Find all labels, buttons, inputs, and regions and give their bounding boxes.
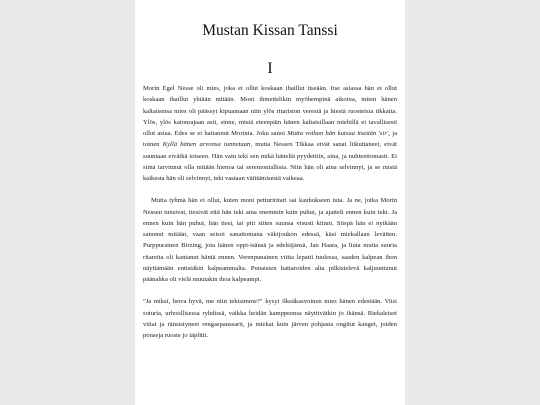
paragraph-1-part-a: Morin Egel Nesse oli mies, joka ei ollut koskaan ihaillut itseään. Itse asiassa hän ei ollut koskaan ihaillut yhtään mitään. Moni ihmettelikin myöhempinä aikoina, miten hänen kaltaisensa mies oli päässyt kipuamaan niin ylös ritariston verestä ja hiestä ruosteisia tikkaita. Ylös, ylös katonrajaan asti, sinne, mistä eteenpäin hänen kaltaisillaan miehillä ei tavallisesti ollut asiaa. Edes se ei haitannut Morinia. Joku sanoi <box>143 85 397 137</box>
book-title: Mustan Kissan Tanssi <box>202 22 338 39</box>
paragraph-1-part-c: , mutta Nessen Tikkaa eivät sanat liikuttaneet, eivät suuntaan eivätkä toiseen. Hän vain teki sen mikä häneltä pyydettiin, aina, ja nuhteettomasti. Ei siinä tarvinnut olla mitään hienoa tai seremoniallista. Niin hän oli aina selvinnyt, ja se mistä kaikesta hän oli selvinnyt, teki vastaan väittämisestä vaikeaa. <box>143 141 397 182</box>
paragraph-3: "Ja miksi, herra hyvä, me niin tekisimme?" kysyi ilkeäkasvoinen mies hänen edestään. Viisi soturia, urhoollisessa ryhdissä, vaikka heidän kamppeensa näyttivätkin jo ikänsä. Riekaleiset viitat ja ränsistyneet rengaspanssarit, ja miekat kuin järven pohjasta ongitut kanget, joiden ponseja ruoste jo täplitti. <box>143 298 397 339</box>
paragraph-1-italic-1: Mutta voihan hän kutsua itseään 'sir' <box>287 130 389 137</box>
chapter-heading: I <box>267 60 273 77</box>
paragraph-2: Mutta tyhmä hän ei ollut, kuten moni petturiritari sai kauhukseen tuta. Ja ne, jotka Morin Nessen tunsivat, tiesivät että hän teki aina enemmin kuin puhui, ja ajatteli ennen kuin teki. Ja ennen kuin hän puhui, hän tiesi, tai piti sitten suunsa visusti kiinni. Siispä hän ei nytkään sanonut mitään, vaan seisoi sanattomana väkijoukon edessä, käsi miekallaan levätten. Purppurainen Birzing, jota hänen oppi-isänsä ja edeltäjänsä, Jan Haara, ja liuta muita suuria ritareita oli kantanut häntä ennen. Verenpunainen viitta lepatti tuulessa, saaden kalpean ihon näyttämään entistäkin kalpeammalta. Punaisten hattaroiden alta pilkistelevä kaljuuntunut päänahka oli vielä muutakin ihoa kalpeampi. <box>143 197 397 283</box>
paragraph-1 <box>143 83 397 184</box>
paragraph-1-italic-2: Kyllä hänen arvonsa tunnetaan <box>162 141 251 149</box>
paragraph-1-part-b: , ja toinen <box>143 130 397 149</box>
chapter-body <box>143 83 397 352</box>
document-page <box>135 0 405 405</box>
